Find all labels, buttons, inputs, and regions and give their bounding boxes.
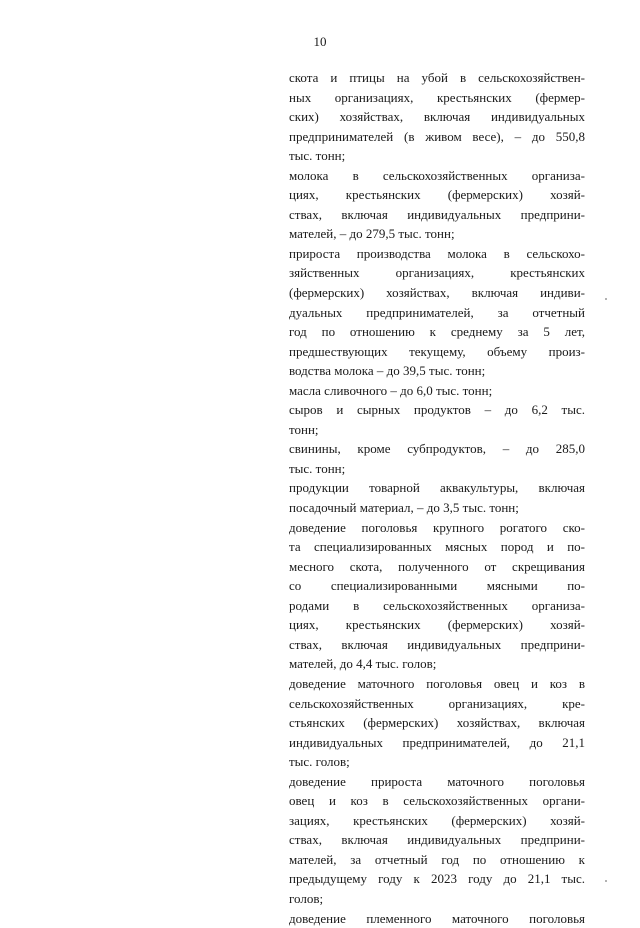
text-line: масла сливочного – до 6,0 тыс. тонн; xyxy=(289,382,493,398)
text-line: мателей, – до 279,5 тыс. тонн; xyxy=(289,226,455,242)
text-line: предшествующих текущему, объему произ- xyxy=(289,343,585,359)
text-line: свинины, кроме субпродуктов, – до 285,0 xyxy=(289,441,585,457)
text-line: доведение племенного маточного поголовья xyxy=(289,910,585,926)
text-line: молока в сельскохозяйственных организа- xyxy=(289,167,585,183)
text-line: доведение поголовья крупного рогатого ско- xyxy=(289,519,585,535)
text-line: продукции товарной аквакультуры, включая xyxy=(289,480,585,496)
text-line: индивидуальных предпринимателей, до 21,1 xyxy=(289,734,585,750)
text-line: доведение маточного поголовья овец и коз в xyxy=(289,675,585,691)
text-line: дуальных предпринимателей, за отчетный xyxy=(289,304,585,320)
text-line: циях, крестьянских (фермерских) хозяй- xyxy=(289,617,585,633)
text-line: ствах, включая индивидуальных предприни- xyxy=(289,206,585,222)
text-line: водства молока – до 39,5 тыс. тонн; xyxy=(289,363,486,379)
text-line: (фермерских) хозяйствах, включая индиви- xyxy=(289,285,585,301)
text-line: тыс. голов; xyxy=(289,754,350,770)
text-line: овец и коз в сельскохозяйственных органи- xyxy=(289,793,585,809)
text-line: доведение прироста маточного поголовья xyxy=(289,773,585,789)
text-line: ских) хозяйствах, включая индивидуальных xyxy=(289,109,585,125)
text-line: стьянских (фермерских) хозяйствах, включая xyxy=(289,715,585,731)
page-number: 10 xyxy=(313,34,327,49)
text-line: родами в сельскохозяйственных организа- xyxy=(289,597,585,613)
text-line: мателей, до 4,4 тыс. голов; xyxy=(289,656,437,672)
text-line: тыс. тонн; xyxy=(289,460,346,476)
text-line: сыров и сырных продуктов – до 6,2 тыс. xyxy=(289,402,585,418)
text-line: зяйственных организациях, крестьянских xyxy=(289,265,585,281)
text-line: тонн; xyxy=(289,421,319,437)
text-line: со специализированными мясными по- xyxy=(289,578,585,594)
text-line: голов; xyxy=(289,890,324,906)
scan-speck xyxy=(605,298,607,300)
text-line: предыдущему году к 2023 году до 21,1 тыс. xyxy=(289,871,585,887)
text-line: прироста производства молока в сельскохо- xyxy=(289,245,585,261)
text-line: ствах, включая индивидуальных предприни- xyxy=(289,832,585,848)
scan-speck xyxy=(605,880,607,882)
text-line: посадочный материал, – до 3,5 тыс. тонн; xyxy=(289,500,519,516)
text-line: сельскохозяйственных организациях, кре- xyxy=(289,695,585,711)
text-line: год по отношению к среднему за 5 лет, xyxy=(289,324,585,340)
document-body xyxy=(289,68,585,928)
text-line: ных организациях, крестьянских (фермер- xyxy=(289,89,585,105)
text-line: циях, крестьянских (фермерских) хозяй- xyxy=(289,187,585,203)
text-line: зациях, крестьянских (фермерских) хозяй- xyxy=(289,812,585,828)
text-line: тыс. тонн; xyxy=(289,148,346,164)
text-line: мателей, за отчетный год по отношению к xyxy=(289,851,585,867)
text-line: ствах, включая индивидуальных предприни- xyxy=(289,636,585,652)
text-line: предпринимателей (в живом весе), – до 550,8 xyxy=(289,128,585,144)
text-line: месного скота, полученного от скрещивания xyxy=(289,558,585,574)
text-line: скота и птицы на убой в сельскохозяйствен- xyxy=(289,70,585,85)
text-line: та специализированных мясных пород и по- xyxy=(289,539,585,555)
